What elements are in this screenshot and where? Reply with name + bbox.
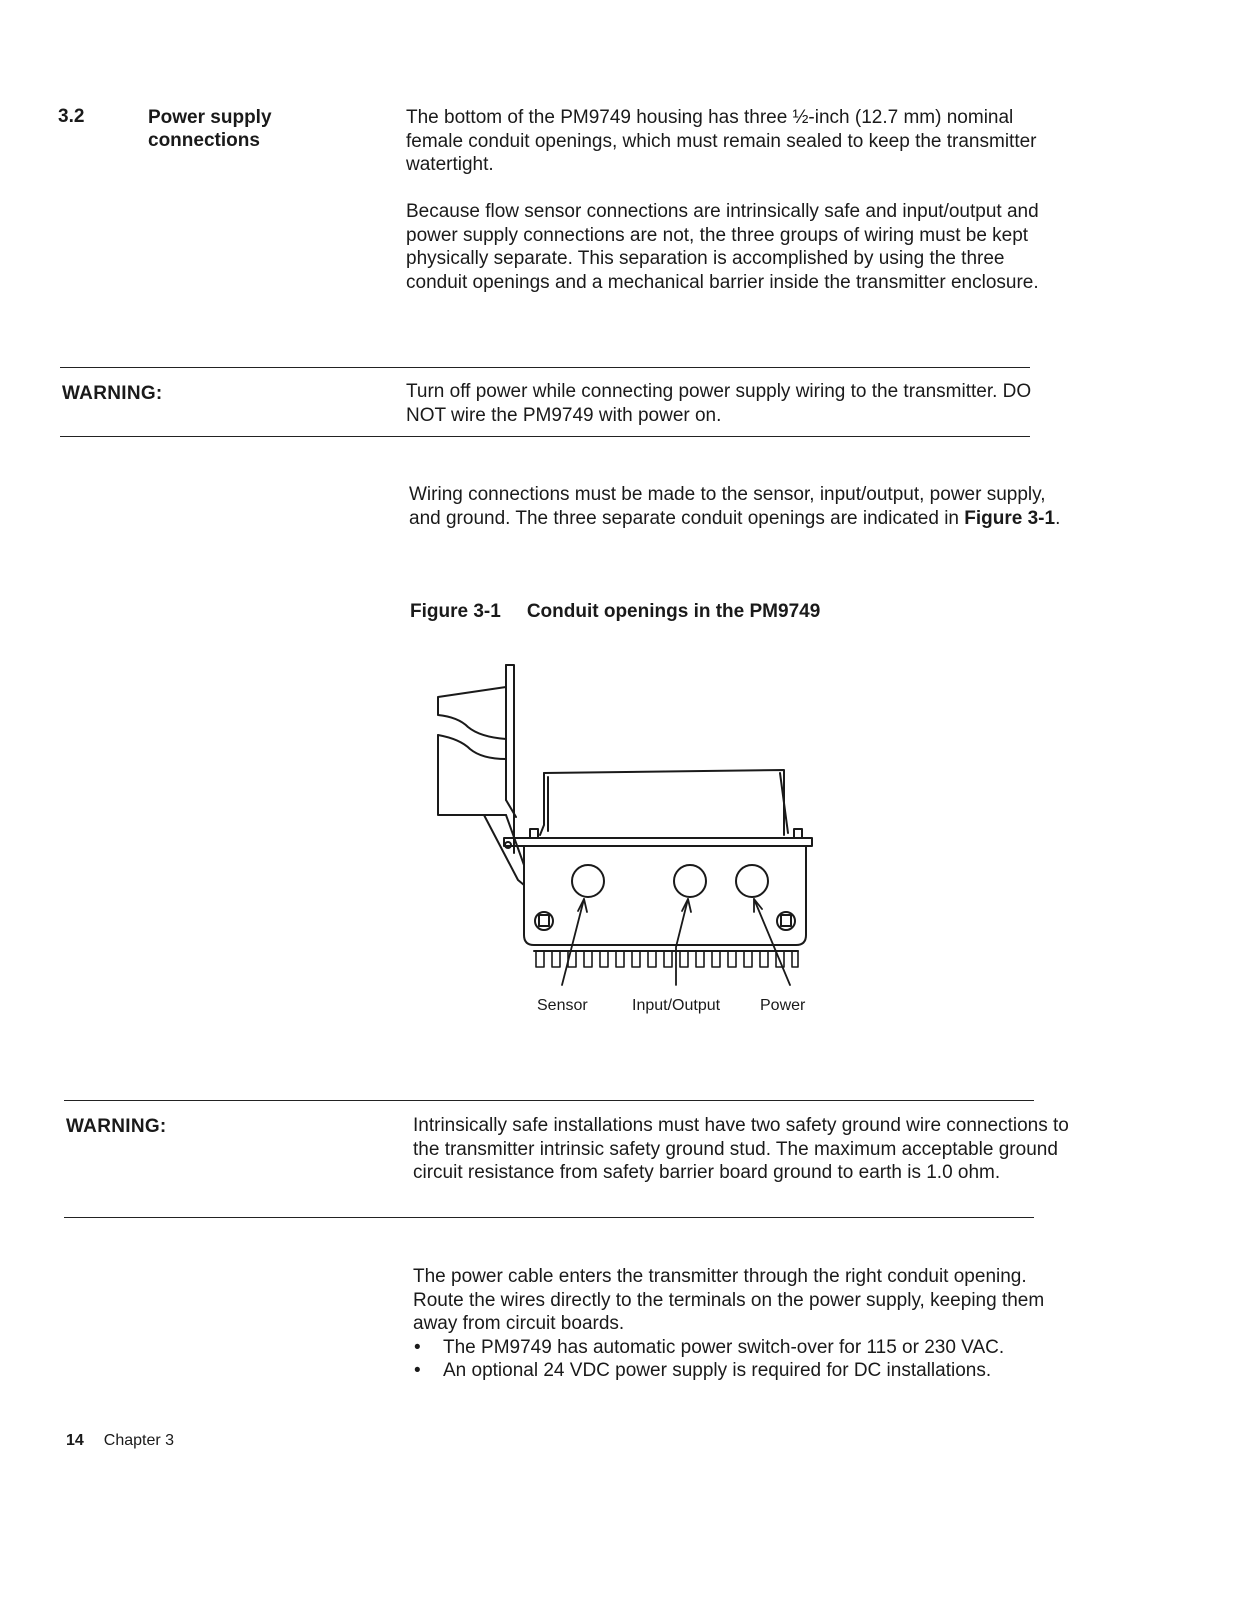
conduit-input-output	[674, 865, 706, 897]
section-title-line2: connections	[148, 130, 260, 151]
paragraph-power-cable-block	[413, 1265, 1073, 1383]
bullet-list	[413, 1336, 1073, 1383]
paragraph-housing: The bottom of the PM9749 housing has three ½-inch (12.7 mm) nominal female conduit openings, which must remain sealed to keep the transmitter watertight.	[406, 107, 1037, 175]
figure-caption	[410, 601, 820, 623]
warning2-top-rule	[64, 1100, 1034, 1101]
chapter-label: Chapter 3	[103, 1432, 175, 1449]
page-number: 14	[66, 1432, 84, 1449]
paragraph-power-cable: The power cable enters the transmitter through the right conduit opening. Route the wires directly to the terminals on the power supply, keeping them away from circuit boards.	[413, 1266, 1045, 1334]
page-footer	[66, 1432, 174, 1450]
leader-lines	[562, 899, 790, 985]
warning1-text: Turn off power while connecting power supply wiring to the transmitter. DO NOT wire the PM9749 with power on.	[406, 381, 1032, 426]
paragraph-wiring-text: Wiring connections must be made to the sensor, input/output, power supply, and ground. The three separate conduit openings are indicated in	[409, 484, 1046, 529]
conduit-openings	[572, 865, 768, 897]
figure-number: Figure 3-1	[410, 601, 501, 622]
warning2-text: Intrinsically safe installations must have two safety ground wire connections to the transmitter intrinsic safety ground stud. The maximum acceptable ground circuit resistance from safety barrier board ground to earth is 1.0 ohm.	[413, 1115, 1069, 1183]
label-power: Power	[760, 997, 806, 1014]
transmitter-cover	[530, 770, 802, 838]
conduit-diagram-svg	[420, 655, 840, 1025]
figure-reference: Figure 3-1	[964, 507, 1056, 529]
paragraph-wiring-end: .	[1055, 507, 1061, 529]
figure-title: Conduit openings in the PM9749	[526, 601, 821, 622]
warning2-label: WARNING:	[66, 1116, 167, 1137]
bullet-item: • The PM9749 has automatic power switch-over for 115 or 230 VAC.	[413, 1336, 1073, 1360]
label-sensor: Sensor	[537, 997, 588, 1014]
transmitter-housing	[504, 838, 812, 951]
section-number: 3.2	[58, 106, 85, 127]
figure-conduit-diagram	[420, 655, 840, 1025]
label-input-output: Input/Output	[632, 997, 721, 1014]
section-title	[148, 106, 348, 152]
warning1-label: WARNING:	[62, 383, 163, 404]
bullet-item: • An optional 24 VDC power supply is required for DC installations.	[413, 1359, 1073, 1383]
warning1-bottom-rule	[60, 436, 1030, 437]
warning2-bottom-rule	[64, 1217, 1034, 1218]
conduit-sensor	[572, 865, 604, 897]
warning1-top-rule	[60, 367, 1030, 368]
paragraph-wiring	[409, 483, 1069, 530]
mounting-bracket	[438, 665, 524, 885]
paragraph-separation: Because flow sensor connections are intrinsically safe and input/output and power supply connections are not, the three groups of wiring must be kept physically separate. This separation is accomplished by using the three conduit openings and a mechanical barrier inside the transmitter enclosure.	[406, 201, 1039, 293]
cooling-fins	[536, 951, 798, 967]
section-title-line1: Power supply	[148, 107, 272, 128]
conduit-power	[736, 865, 768, 897]
